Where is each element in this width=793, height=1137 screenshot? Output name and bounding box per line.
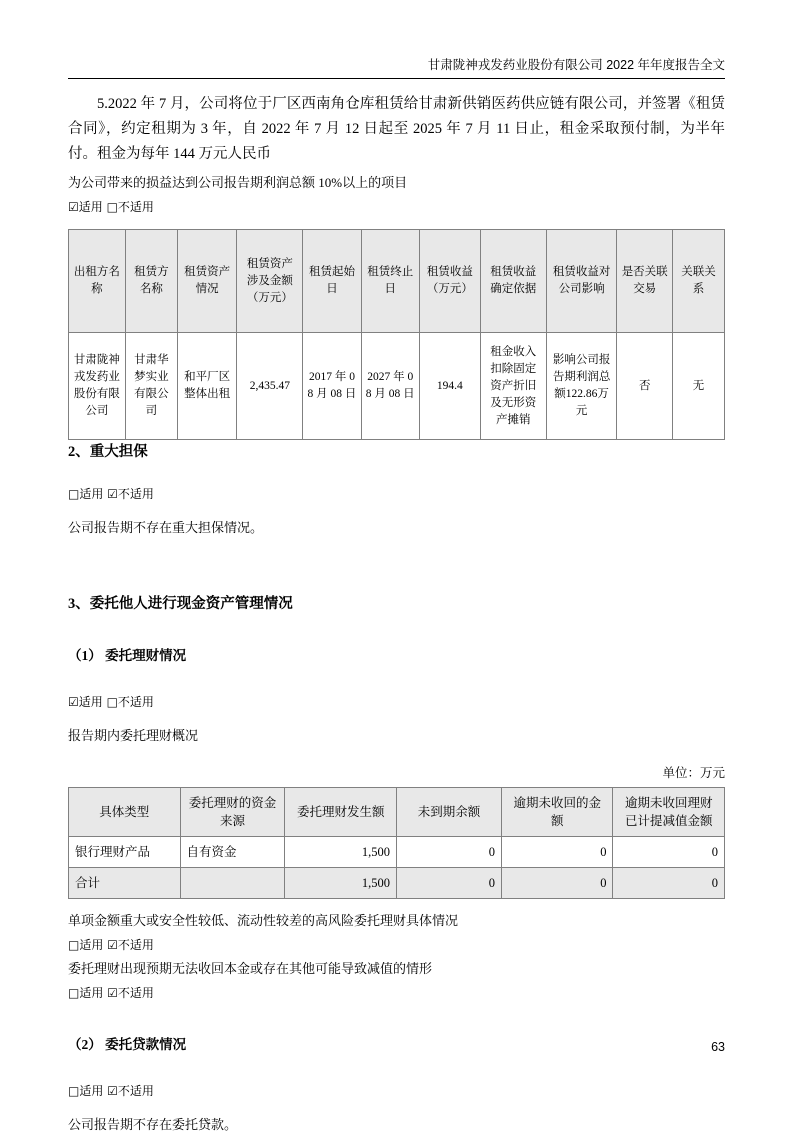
col-header-income: 租赁收益（万元） — [419, 230, 480, 333]
col-header-basis: 租赁收益确定依据 — [480, 230, 546, 333]
profit-note: 为公司带来的损益达到公司报告期利润总额 10%以上的项目 — [68, 175, 408, 190]
page-header: 甘肃陇神戎发药业股份有限公司 2022 年年度报告全文 — [427, 58, 725, 72]
cell-type: 银行理财产品 — [69, 837, 181, 868]
table-row-total — [69, 868, 725, 899]
col-header-relation: 关联关系 — [672, 230, 724, 333]
guarantee-note: 公司报告期不存在重大担保情况。 — [68, 520, 264, 535]
subsection-heading-entrusted-loan: （2） 委托贷款情况 — [68, 1037, 187, 1052]
cell-basis: 租金收入扣除固定资产折旧及无形资产摊销 — [480, 333, 546, 440]
paragraph-lease-description: 5.2022 年 7 月，公司将位于厂区西南角仓库租赁给甘肃新供销医药供应链有限公司，并签署《租赁合同》，约定租期为 3 年，自 2022 年 7 月 12 日起至 2025 年 7 月 11 日止，租金采取预付制，为半年付。租金为每年 144 万元人民币 — [68, 96, 725, 162]
page-number: 63 — [711, 1040, 725, 1054]
cell-income: 194.4 — [419, 333, 480, 440]
cell-lessor: 甘肃陇神戎发药业股份有限公司 — [69, 333, 126, 440]
impairment-checkbox[interactable]: □适用 ☑不适用 — [68, 986, 154, 1000]
col-header-lessor: 出租方名称 — [69, 230, 126, 333]
cell-asset: 和平厂区整体出租 — [177, 333, 237, 440]
unit-label: 单位：万元 — [662, 766, 725, 780]
guarantee-checkbox[interactable]: □适用 ☑不适用 — [68, 487, 154, 501]
lease-table — [68, 229, 725, 440]
table-header-row — [69, 230, 725, 333]
cell-start-date: 2017 年 08 月 08 日 — [303, 333, 361, 440]
entrusted-loan-checkbox[interactable]: □适用 ☑不适用 — [68, 1084, 154, 1098]
cell-end-date: 2027 年 08 月 08 日 — [361, 333, 419, 440]
col-header-overdue-impairment: 逾期未收回理财已计提减值金额 — [613, 788, 725, 837]
entrusted-loan-note: 公司报告期不存在委托贷款。 — [68, 1117, 238, 1132]
section-heading-entrusted-management: 3、委托他人进行现金资产管理情况 — [68, 596, 293, 612]
cell-relation: 无 — [672, 333, 724, 440]
wealth-management-table — [68, 787, 725, 899]
cell-occurred-amount: 1,500 — [285, 837, 397, 868]
cell-fund-source: 自有资金 — [180, 837, 285, 868]
wealth-management-checkbox[interactable]: ☑适用 □不适用 — [68, 695, 154, 709]
col-header-impact: 租赁收益对公司影响 — [546, 230, 617, 333]
col-header-overdue-unrecovered: 逾期未收回的金额 — [501, 788, 613, 837]
col-header-end-date: 租赁终止日 — [361, 230, 419, 333]
cell-type: 合计 — [69, 868, 181, 899]
applicable-checkbox-lease[interactable]: ☑适用 □不适用 — [68, 200, 154, 214]
section-heading-guarantee: 2、重大担保 — [68, 444, 148, 460]
table-row — [69, 333, 725, 440]
cell-fund-source — [180, 868, 285, 899]
cell-lessee: 甘肃华梦实业有限公司 — [125, 333, 177, 440]
lease-table-wrapper — [68, 229, 725, 440]
col-header-amount: 租赁资产涉及金额（万元） — [237, 230, 303, 333]
cell-overdue-unrecovered: 0 — [501, 868, 613, 899]
high-risk-note: 单项金额重大或安全性较低、流动性较差的高风险委托理财具体情况 — [68, 913, 459, 928]
cell-related-party: 否 — [617, 333, 672, 440]
col-header-asset: 租赁资产情况 — [177, 230, 237, 333]
col-header-occurred-amount: 委托理财发生额 — [285, 788, 397, 837]
cell-overdue-impairment: 0 — [613, 837, 725, 868]
col-header-start-date: 租赁起始日 — [303, 230, 361, 333]
cell-overdue-unrecovered: 0 — [501, 837, 613, 868]
header-divider — [68, 78, 725, 79]
col-header-unexpired-balance: 未到期余额 — [396, 788, 501, 837]
col-header-fund-source: 委托理财的资金来源 — [180, 788, 285, 837]
cell-unexpired-balance: 0 — [396, 837, 501, 868]
cell-overdue-impairment: 0 — [613, 868, 725, 899]
cell-unexpired-balance: 0 — [396, 868, 501, 899]
cell-occurred-amount: 1,500 — [285, 868, 397, 899]
wealth-management-intro: 报告期内委托理财概况 — [68, 728, 199, 743]
impairment-note: 委托理财出现预期无法收回本金或存在其他可能导致减值的情形 — [68, 961, 433, 976]
subsection-heading-wealth-management: （1） 委托理财情况 — [68, 648, 187, 663]
table-header-row — [69, 788, 725, 837]
col-header-related-party: 是否关联交易 — [617, 230, 672, 333]
col-header-lessee: 租赁方名称 — [125, 230, 177, 333]
table-row — [69, 837, 725, 868]
page-content — [68, 92, 725, 1137]
col-header-type: 具体类型 — [69, 788, 181, 837]
high-risk-checkbox[interactable]: □适用 ☑不适用 — [68, 938, 154, 952]
cell-amount: 2,435.47 — [237, 333, 303, 440]
cell-impact: 影响公司报告期利润总额122.86万元 — [546, 333, 617, 440]
